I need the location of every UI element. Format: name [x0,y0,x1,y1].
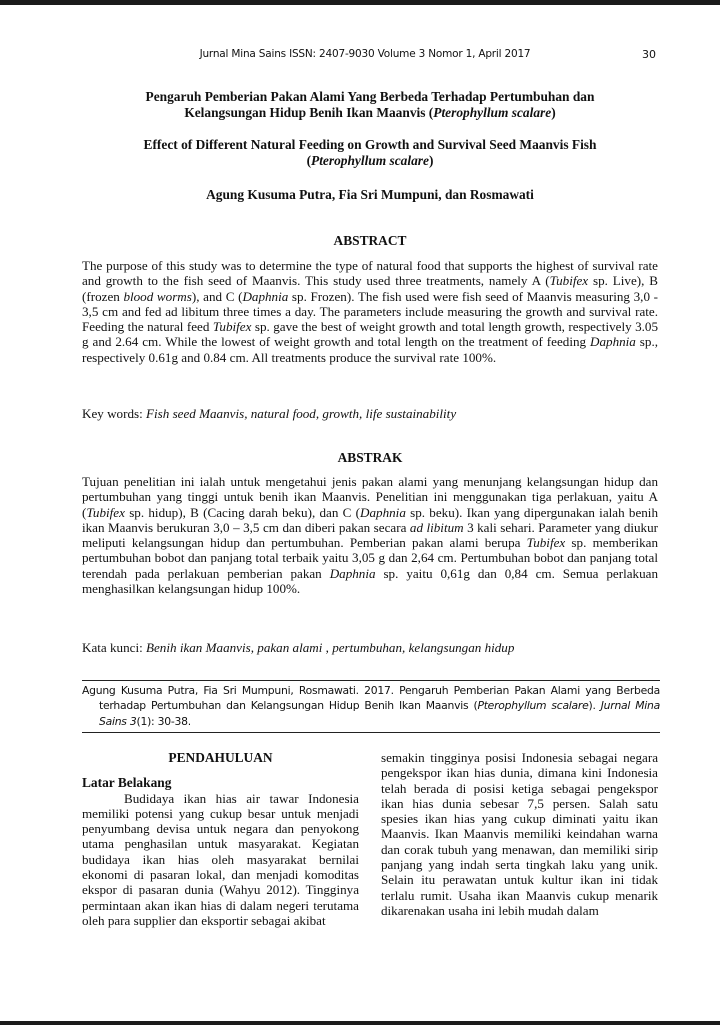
body-column-left [82,750,359,928]
title-english [82,137,658,169]
intro-paragraph-left: Budidaya ikan hias air tawar Indonesia memiliki potensi yang cukup besar untuk menjadi penyumbang devisa untuk negara dan penyokong utama penghasilan untuk masyarakat. Kegiatan budidaya ikan hias oleh masyarakat bernilai ekonomi di pasaran lokal, dan menjadi komoditas ekspor di pasaran dunia (Wahyu 2012). Tingginya permintaan akan ikan hias di dalam negeri terutama oleh para supplier dan eksportir sebagai akibat [82,790,359,928]
title-en-close: ) [428,153,434,168]
section-heading: PENDAHULUAN [168,750,273,765]
citation-text: Agung Kusuma Putra, Fia Sri Mumpuni, Rosmawati. 2017. Pengaruh Pemberian Pakan Alami yang Berbeda terhadap Pertumbuhan dan Kelangsungan Hidup Benih Ikan Maanvis (Pterophyllum scalare). Jurnal Mina Sains 3(1): 30-38. [82,684,661,728]
title-en-open: ( [306,153,312,168]
katakunci-label: Kata kunci: [82,640,146,655]
keywords-label: Key words: [82,406,147,421]
title-en-line1: Effect of Different Natural Feeding on Growth and Survival Seed Maanvis Fish [143,137,597,152]
journal-header: Jurnal Mina Sains ISSN: 2407-9030 Volume 3 Nomor 1, April 2017 [199,48,531,60]
page-number: 30 [642,48,656,61]
subsection-heading: Latar Belakang [82,775,172,791]
title-id-species: Pterophyllum scalare [433,105,552,120]
abstrak-heading: ABSTRAK [337,450,403,465]
title-id-line2: Kelangsungan Hidup Benih Ikan Maanvis ( [184,105,434,120]
keywords-value: Fish seed Maanvis, natural food, growth, life sustainability [146,406,457,421]
keywords [82,406,658,421]
title-id-line1: Pengaruh Pemberian Pakan Alami Yang Berbeda Terhadap Pertumbuhan dan [145,89,595,104]
authors: Agung Kusuma Putra, Fia Sri Mumpuni, dan Rosmawati [206,187,534,202]
abstrak-text: Tujuan penelitian ini ialah untuk mengetahui jenis pakan alami yang menunjang kelangsungan hidup dan pertumbuhan yang tinggi untuk benih ikan Maanvis. Penelitian ini menggunakan tiga perlakuan, yaitu A (Tubifex sp. hidup), B (Cacing darah beku), dan C (Daphnia sp. beku). Ikan yang dipergunakan ialah benih ikan Maanvis berukuran 3,0 – 3,5 cm dan diberi pakan secara ad libitum 3 kali sehari. Parameter yang diukur meliputi kelangsungan hidup dan pertumbuhan. Pemberian pakan alami berupa Tubifex sp. memberikan pertumbuhan bobot dan panjang total terbaik yaitu 3,05 g dan 2,64 cm. Pertumbuhan bobot dan panjang total terendah pada perlakuan pemberian pakan Daphnia sp. yaitu 0,61g dan 0,84 cm. Semua perlakuan menghasilkan kelangsungan hidup 100%. [82,474,659,597]
abstract-heading: ABSTRACT [333,233,407,248]
title-indonesian [82,89,658,121]
title-id-close: ) [551,105,556,120]
katakunci-value: Benih ikan Maanvis, pakan alami , pertumbuhan, kelangsungan hidup [146,640,515,655]
intro-paragraph-right: semakin tingginya posisi Indonesia sebagai negara pengekspor ikan hias dunia, dimana kini Indonesia telah berada di posisi ketiga sebagai pengekspor ikan hias dunia sebesar 7,5 persen. Salah satu spesies ikan hias yang cukup diminati yaitu ikan Maanvis. Ikan Maanvis memiliki keindahan warna dan corak tubuh yang menawan, dan memiliki sirip panjang yang indah serta tingkah laku yang unik. Selain itu perawatan untuk kultur ikan ini tidak terlalu rumit. Usaha ikan Maanvis cukup menarik dikarenakan usaha ini lebih mudah dalam [381,750,658,918]
kata-kunci [82,640,658,655]
top-rule [0,0,720,5]
bottom-rule [0,1021,720,1025]
title-en-species: Pterophyllum scalare [311,153,429,168]
body-column-right [381,750,658,918]
abstract-text: The purpose of this study was to determine the type of natural food that supports the highest of survival rate and growth to the fish seed of Maanvis. This study used three treatments, namely A (Tubifex sp. Live), B (frozen blood worms), and C (Daphnia sp. Frozen). The fish used were fish seed of Maanvis measuring 3,0 - 3,5 cm and fed ad libitum three times a day. The parameters include measuring the growth and survival rate. Feeding the natural feed Tubifex sp. gave the best of weight growth and total length growth, respectively 3.05 g and 2.64 cm. While the lowest of weight growth and total length on the treatment of feeding Daphnia sp., respectively 0.61g and 0.84 cm. All treatments produce the survival rate 100%. [82,258,658,365]
